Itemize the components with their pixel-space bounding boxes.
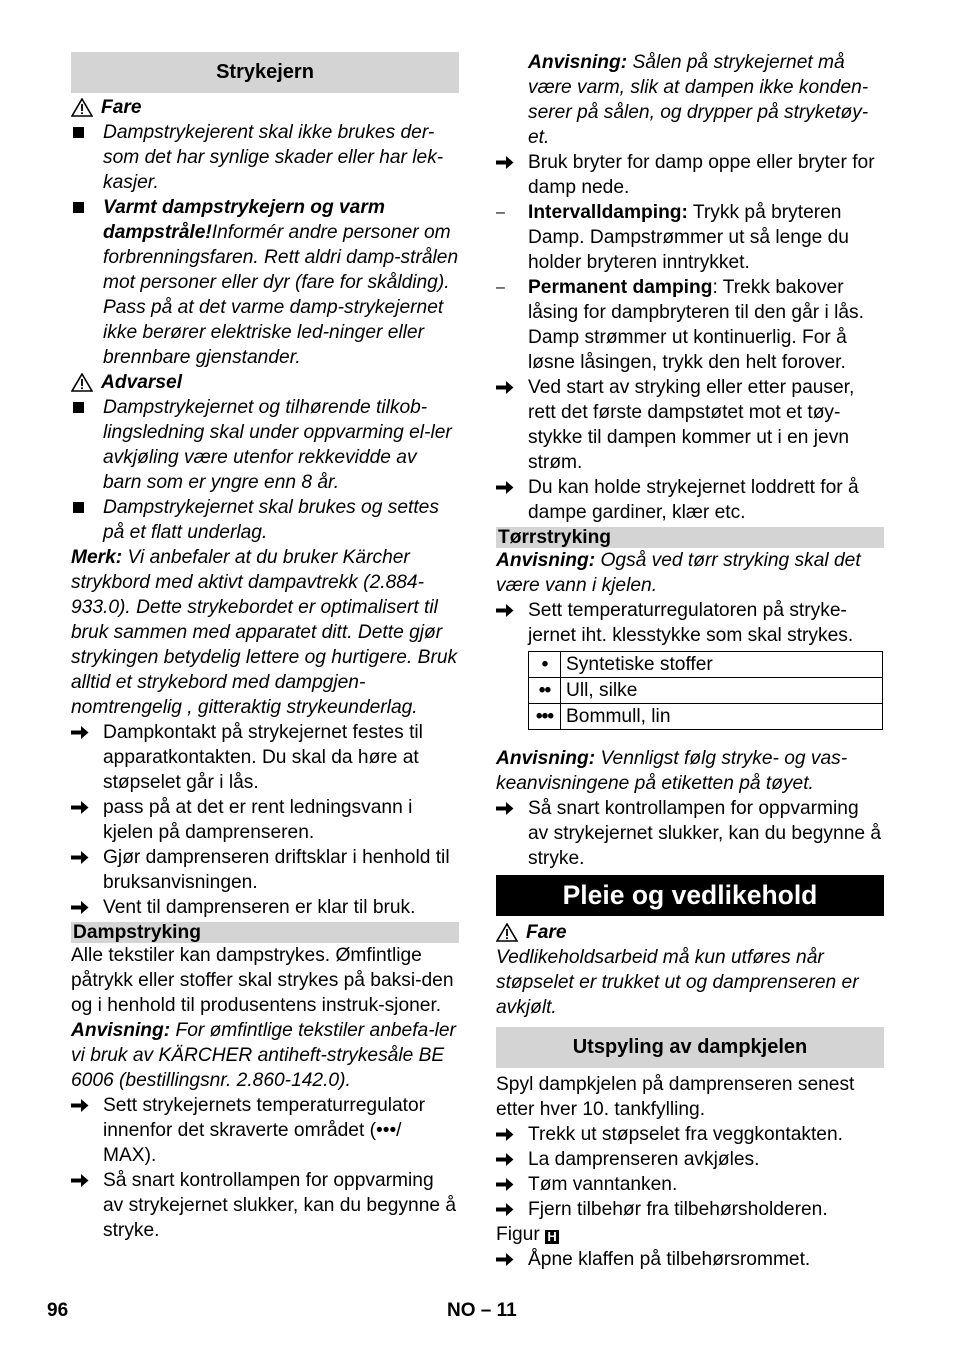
warning-triangle-icon bbox=[71, 373, 93, 392]
arrow-right-icon bbox=[496, 1152, 514, 1167]
warning-item-text: Dampstrykejernet skal brukes og settes på et flatt underlag. bbox=[103, 497, 439, 543]
instruction-step bbox=[496, 1122, 884, 1147]
figure-label: Figur bbox=[496, 1224, 540, 1245]
body-paragraph: Alle tekstiler kan dampstrykes. Ømfintlige påtrykk eller stoffer skal strykes på baksi-den og i henhold til produsentens instruk-sjoner. bbox=[71, 945, 454, 1016]
danger-item-text: Informér andre personer om forbrenningsfaren. Rett aldri damp-strålen mot personer eller dyr (fare for skålding). Pass på at det varme damp-strykejernet ikke berører elektriske led-ninger eller brennbare gjenstander. bbox=[103, 222, 459, 368]
table-row bbox=[529, 704, 883, 730]
arrow-right-icon bbox=[496, 603, 514, 618]
arrow-right-icon bbox=[496, 1127, 514, 1142]
arrow-right-icon bbox=[71, 850, 89, 865]
section-heading-utspyling: Utspyling av dampkjelen bbox=[496, 1027, 884, 1068]
figure-letter-box: H bbox=[545, 1230, 559, 1244]
instruction-step bbox=[71, 1168, 459, 1243]
arrow-right-icon bbox=[496, 1202, 514, 1217]
note-paragraph bbox=[496, 548, 884, 598]
instruction-step bbox=[71, 720, 459, 795]
instruction-step bbox=[71, 895, 459, 920]
instruction-step bbox=[496, 375, 884, 475]
note-label: Merk: bbox=[71, 547, 123, 568]
danger-notice bbox=[71, 95, 459, 120]
arrow-right-icon bbox=[496, 1252, 514, 1267]
arrow-right-icon bbox=[71, 900, 89, 915]
square-bullet-icon bbox=[73, 502, 84, 513]
note-text: Vennligst følg stryke- og vas-keanvisningene på etiketten på tøyet. bbox=[496, 748, 848, 794]
instruction-step bbox=[496, 1172, 884, 1197]
instruction-text: Sett strykejernets temperaturregulator innenfor det skraverte området (•••/ MAX). bbox=[103, 1095, 426, 1166]
instruction-step bbox=[496, 475, 884, 525]
section-heading-strykejern: Strykejern bbox=[71, 52, 459, 93]
danger-item-bold: Varmt dampstrykejern og varm dampstråle! bbox=[103, 197, 385, 243]
arrow-right-icon bbox=[71, 1173, 89, 1188]
instruction-step bbox=[496, 1147, 884, 1172]
dash-item bbox=[496, 200, 884, 275]
instruction-text: Så snart kontrollampen for oppvarming av strykejernet slukker, kan du begynne å stryke. bbox=[528, 798, 882, 869]
warning-item bbox=[71, 395, 459, 495]
arrow-right-icon bbox=[496, 380, 514, 395]
dot-symbol-cell: ••• bbox=[529, 704, 561, 730]
instruction-step bbox=[496, 150, 884, 200]
dash-bullet: – bbox=[496, 279, 505, 296]
warning-item bbox=[71, 495, 459, 545]
warning-triangle-icon bbox=[496, 923, 518, 942]
danger-label: Fare bbox=[526, 922, 567, 943]
instruction-text: Vent til damprenseren er klar til bruk. bbox=[103, 897, 416, 918]
instruction-text: Ved start av stryking eller etter pauser, rett det første dampstøtet mot et tøy-stykke til dampen kommer ut i en jevn strøm. bbox=[528, 377, 855, 473]
arrow-right-icon bbox=[71, 800, 89, 815]
danger-item-text: Dampstrykejerent skal ikke brukes der-som det har synlige skader eller har lek-kasjer. bbox=[103, 122, 444, 193]
figure-reference bbox=[496, 1222, 884, 1247]
warning-item-text: Dampstrykejernet og tilhørende tilkob-lingsledning skal under oppvarming el-ler avkjøling være utenfor rekkevidde av barn som er yngre enn 8 år. bbox=[103, 397, 452, 493]
instruction-text: Bruk bryter for damp oppe eller bryter for damp nede. bbox=[528, 152, 875, 198]
note-text: Vi anbefaler at du bruker Kärcher strykbord med aktivt dampavtrekk (2.884-933.0). Dette strykebordet er optimalisert til bruk sammen med apparatet ditt. Dette gjør strykingen betydelig lettere og hurtigere. Bruk alltid et strykebord med dampgjen-nomtrengelig , gitteraktig strykeunderlag. bbox=[71, 547, 458, 718]
note-paragraph bbox=[71, 545, 459, 720]
subsection-heading-dampstryking: Dampstryking bbox=[71, 922, 459, 943]
note-paragraph bbox=[496, 50, 884, 150]
warning-notice bbox=[71, 370, 459, 395]
square-bullet-icon bbox=[73, 202, 84, 213]
square-bullet-icon bbox=[73, 402, 84, 413]
arrow-right-icon bbox=[496, 155, 514, 170]
note-label: Anvisning: bbox=[496, 550, 596, 571]
instruction-text: Åpne klaffen på tilbehørsrommet. bbox=[528, 1249, 811, 1270]
instruction-text: Tøm vanntanken. bbox=[528, 1174, 678, 1195]
subsection-heading-torrstryking: Tørrstryking bbox=[496, 527, 884, 548]
square-bullet-icon bbox=[73, 127, 84, 138]
fabric-cell: Ull, silke bbox=[561, 678, 883, 704]
instruction-step bbox=[496, 1197, 884, 1222]
warning-triangle-icon bbox=[71, 98, 93, 117]
note-text: Også ved tørr stryking skal det være vann i kjelen. bbox=[496, 550, 861, 596]
danger-text: Vedlikeholdsarbeid må kun utføres når støpselet er trukket ut og damprenseren er avkjølt. bbox=[496, 947, 859, 1018]
temperature-table bbox=[528, 651, 883, 730]
instruction-text: pass på at det er rent ledningsvann i kjelen på damprenseren. bbox=[103, 797, 413, 843]
chapter-heading-pleie: Pleie og vedlikehold bbox=[496, 875, 884, 916]
note-text: For ømfintlige tekstiler anbefa-ler vi bruk av KÄRCHER antiheft-strykesåle BE 6006 (bestillingsnr. 2.860-142.0). bbox=[71, 1020, 456, 1091]
arrow-right-icon bbox=[496, 480, 514, 495]
instruction-text: Sett temperaturregulatoren på stryke-jernet iht. klesstykke som skal strykes. bbox=[528, 600, 854, 646]
left-column bbox=[71, 50, 459, 1243]
note-paragraph bbox=[496, 746, 884, 796]
danger-notice bbox=[496, 920, 884, 945]
fabric-cell: Bommull, lin bbox=[561, 704, 883, 730]
instruction-step bbox=[496, 1247, 884, 1272]
dash-item-text: : Trekk bakover låsing for dampbryteren til den går i lås. Damp strømmer ut kontinuerlig. For å løsne låsingen, trykk den helt forover. bbox=[528, 277, 864, 373]
arrow-right-icon bbox=[71, 725, 89, 740]
danger-label: Fare bbox=[101, 97, 142, 118]
dash-bullet: – bbox=[496, 204, 505, 221]
instruction-text: Gjør damprenseren driftsklar i henhold til bruksanvisningen. bbox=[103, 847, 450, 893]
dash-item-label: Intervalldamping: bbox=[528, 202, 688, 223]
instruction-text: Du kan holde strykejernet loddrett for å dampe gardiner, klær etc. bbox=[528, 477, 859, 523]
arrow-right-icon bbox=[496, 801, 514, 816]
page-number: 96 bbox=[47, 1300, 69, 1321]
instruction-text: Dampkontakt på strykejernet festes til apparatkontakten. Du skal da høre at støpselet går i lås. bbox=[103, 722, 423, 793]
table-row bbox=[529, 652, 883, 678]
note-paragraph bbox=[71, 1018, 459, 1093]
right-column bbox=[496, 50, 884, 1272]
warning-label: Advarsel bbox=[101, 372, 183, 393]
danger-item bbox=[71, 120, 459, 195]
instruction-text: Fjern tilbehør fra tilbehørsholderen. bbox=[528, 1199, 828, 1220]
dot-symbol-cell: • bbox=[529, 652, 561, 678]
arrow-right-icon bbox=[496, 1177, 514, 1192]
instruction-step bbox=[71, 845, 459, 895]
fabric-cell: Syntetiske stoffer bbox=[561, 652, 883, 678]
instruction-step bbox=[496, 598, 884, 648]
instruction-step bbox=[71, 795, 459, 845]
instruction-text: Trekk ut støpselet fra veggkontakten. bbox=[528, 1124, 843, 1145]
note-label: Anvisning: bbox=[496, 748, 596, 769]
dash-item-label: Permanent damping bbox=[528, 277, 713, 298]
dash-item-text: Trykk på bryteren Damp. Dampstrømmer ut så lenge du holder bryteren inntrykket. bbox=[528, 202, 849, 273]
note-label: Anvisning: bbox=[71, 1020, 171, 1041]
note-text: Sålen på strykejernet må være varm, slik at dampen ikke konden-serer på sålen, og drypper på stryketøy-et. bbox=[528, 52, 869, 148]
dash-item bbox=[496, 275, 884, 375]
arrow-right-icon bbox=[71, 1098, 89, 1113]
instruction-text: Så snart kontrollampen for oppvarming av strykejernet slukker, kan du begynne å stryke. bbox=[103, 1170, 457, 1241]
section-page-label: NO – 11 bbox=[447, 1300, 517, 1321]
instruction-step bbox=[496, 796, 884, 871]
danger-item bbox=[71, 195, 459, 370]
table-row bbox=[529, 678, 883, 704]
note-label: Anvisning: bbox=[528, 52, 628, 73]
instruction-text: La damprenseren avkjøles. bbox=[528, 1149, 760, 1170]
body-paragraph: Spyl dampkjelen på damprenseren senest etter hver 10. tankfylling. bbox=[496, 1074, 855, 1120]
dot-symbol-cell: •• bbox=[529, 678, 561, 704]
instruction-step bbox=[71, 1093, 459, 1168]
